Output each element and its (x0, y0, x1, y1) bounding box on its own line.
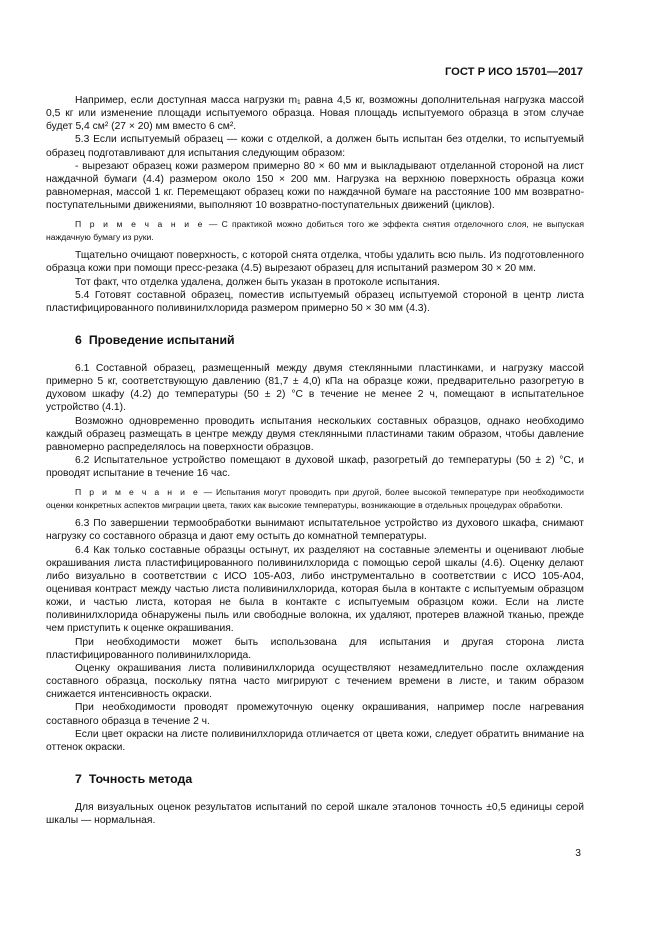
note-label: П р и м е ч а н и е (75, 219, 205, 230)
section-title: Проведение испытаний (88, 333, 235, 347)
page-number: 3 (575, 848, 581, 859)
note-label: П р и м е ч а н и е (75, 487, 200, 498)
note-text: — Испытания могут проводить при другой, более высокой температуре при необходимости оценки конкретных аспектов миграции цвета, таких как высокие температуры, возникающие в отдельных процедурах обработки. (46, 487, 584, 510)
paragraph: Тщательно очищают поверхность, с которой снята отделка, чтобы удалить всю пыль. Из подготовленного образца кожи при помощи пресс-резака (4.5) вырезают образец для испытаний размером 30 × 20 мм. (46, 250, 584, 275)
paragraph: При необходимости проводят промежуточную оценку окрашивания, например после нагревания составного образца в течение 2 ч. (46, 702, 584, 727)
note (46, 218, 584, 243)
paragraph: Например, если доступная масса нагрузки m₁ равна 4,5 кг, возможны дополнительная нагрузка массой 0,5 кг или изменение площади испытуемого образца. Новая площадь испытуемого образца в этом случае будет 5,4 см² (27 × 20) мм вместо 6 см². (46, 95, 584, 133)
paragraph-6-4: 6.4 Как только составные образцы остынут, их разделяют на составные элементы и оценивают любые окрашивания листа пластифицированного поливинилхлорида с помощью серой шкалы (4.6). Оценку делают либо визуально в соответствии с ИСО 105-А03, либо инструментально в соответствии с ИСО 105-А04, оценивая контраст между частью листа поливинилхлорида, которая была в контакте с испытуемым образцом кожи, и частью листа, которая не была в контакте с испытуемым образцом кожи. Если на листе поливинилхлорида обнаружены пыль или свободные волокна, их удаляют, протерев влажной тканью, прежде чем приступить к оценке окрашивания. (46, 544, 584, 635)
paragraph-6-2: 6.2 Испытательное устройство помещают в духовой шкаф, разогретый до температуры (50 ± 2) °С, и проводят испытание в течение 16 час. (46, 455, 584, 480)
section-heading-6 (46, 333, 584, 348)
document-header: ГОСТ Р ИСО 15701—2017 (444, 66, 583, 78)
paragraph: Возможно одновременно проводить испытания нескольких составных образцов, однако необходимо каждый образец размещать в центре между двумя стеклянными пластинами таким образом, чтобы давление равномерно распределялось на поверхности образцов. (46, 415, 584, 453)
section-number: 7 (75, 772, 82, 787)
paragraph-5-3: 5.3 Если испытуемый образец — кожи с отделкой, а должен быть испытан без отделки, то испытуемый образец подготавливают для испытания следующим образом: (46, 134, 584, 159)
paragraph: - вырезают образец кожи размером примерно 80 × 60 мм и выкладывают отделанной стороной на лист наждачной бумаги (4.4) размером около 150 × 200 мм. Нагрузка на верхнюю поверхность образца кожи равномерная, массой 1 кг. Перемещают образец кожи по наждачной бумаге на расстояние 100 мм возвратно-поступательными движениями, выполняют 10 возвратно-поступательных движений (циклов). (46, 160, 584, 212)
paragraph: При необходимости может быть использована для испытания и другая сторона листа пластифицированного поливинилхлорида. (46, 636, 584, 661)
paragraph: Для визуальных оценок результатов испытаний по серой шкале эталонов точность ±0,5 единицы серой шкалы — нормальная. (46, 802, 584, 827)
section-title: Точность метода (88, 772, 193, 787)
paragraph: Оценку окрашивания листа поливинилхлорида осуществляют незамедлительно после охлаждения составного образца, поскольку пятна часто мигрируют с течением времени в листе, и таким образом снижается интенсивность окраски. (46, 662, 584, 701)
section-heading-7 (46, 772, 584, 787)
document-body (46, 94, 584, 827)
section-number: 6 (75, 333, 82, 347)
paragraph-6-3: 6.3 По завершении термообработки вынимают испытательное устройство из духового шкафа, снимают нагрузку со составного образца и дают ему остыть до комнатной температуры. (46, 518, 584, 543)
paragraph: Если цвет окраски на листе поливинилхлорида отличается от цвета кожи, следует обратить внимание на оттенок окраски. (46, 728, 584, 753)
paragraph-5-4: 5.4 Готовят составной образец, поместив испытуемый образец испытуемой стороной в центр листа пластифицированного поливинилхлорида размером примерно 50 × 30 мм (4.3). (46, 289, 584, 314)
paragraph-6-1: 6.1 Составной образец, размещенный между двумя стеклянными пластинками, и нагрузку массой примерно 5 кг, соответствующую давлению (81,7 ± 4,0) кПа на образце кожи, предварительно разогретую в духовом шкафу (4.2) до температуры (50 ± 2) °С в течение не менее 2 ч, помещают в испытательное устройство (4.1). (46, 363, 584, 414)
paragraph: Тот факт, что отделка удалена, должен быть указан в протоколе испытания. (75, 276, 440, 288)
note (46, 486, 584, 511)
note-text: — С практикой можно добиться того же эффекта снятия отделочного слоя, не выпуская наждачную бумагу из руки. (46, 219, 584, 242)
